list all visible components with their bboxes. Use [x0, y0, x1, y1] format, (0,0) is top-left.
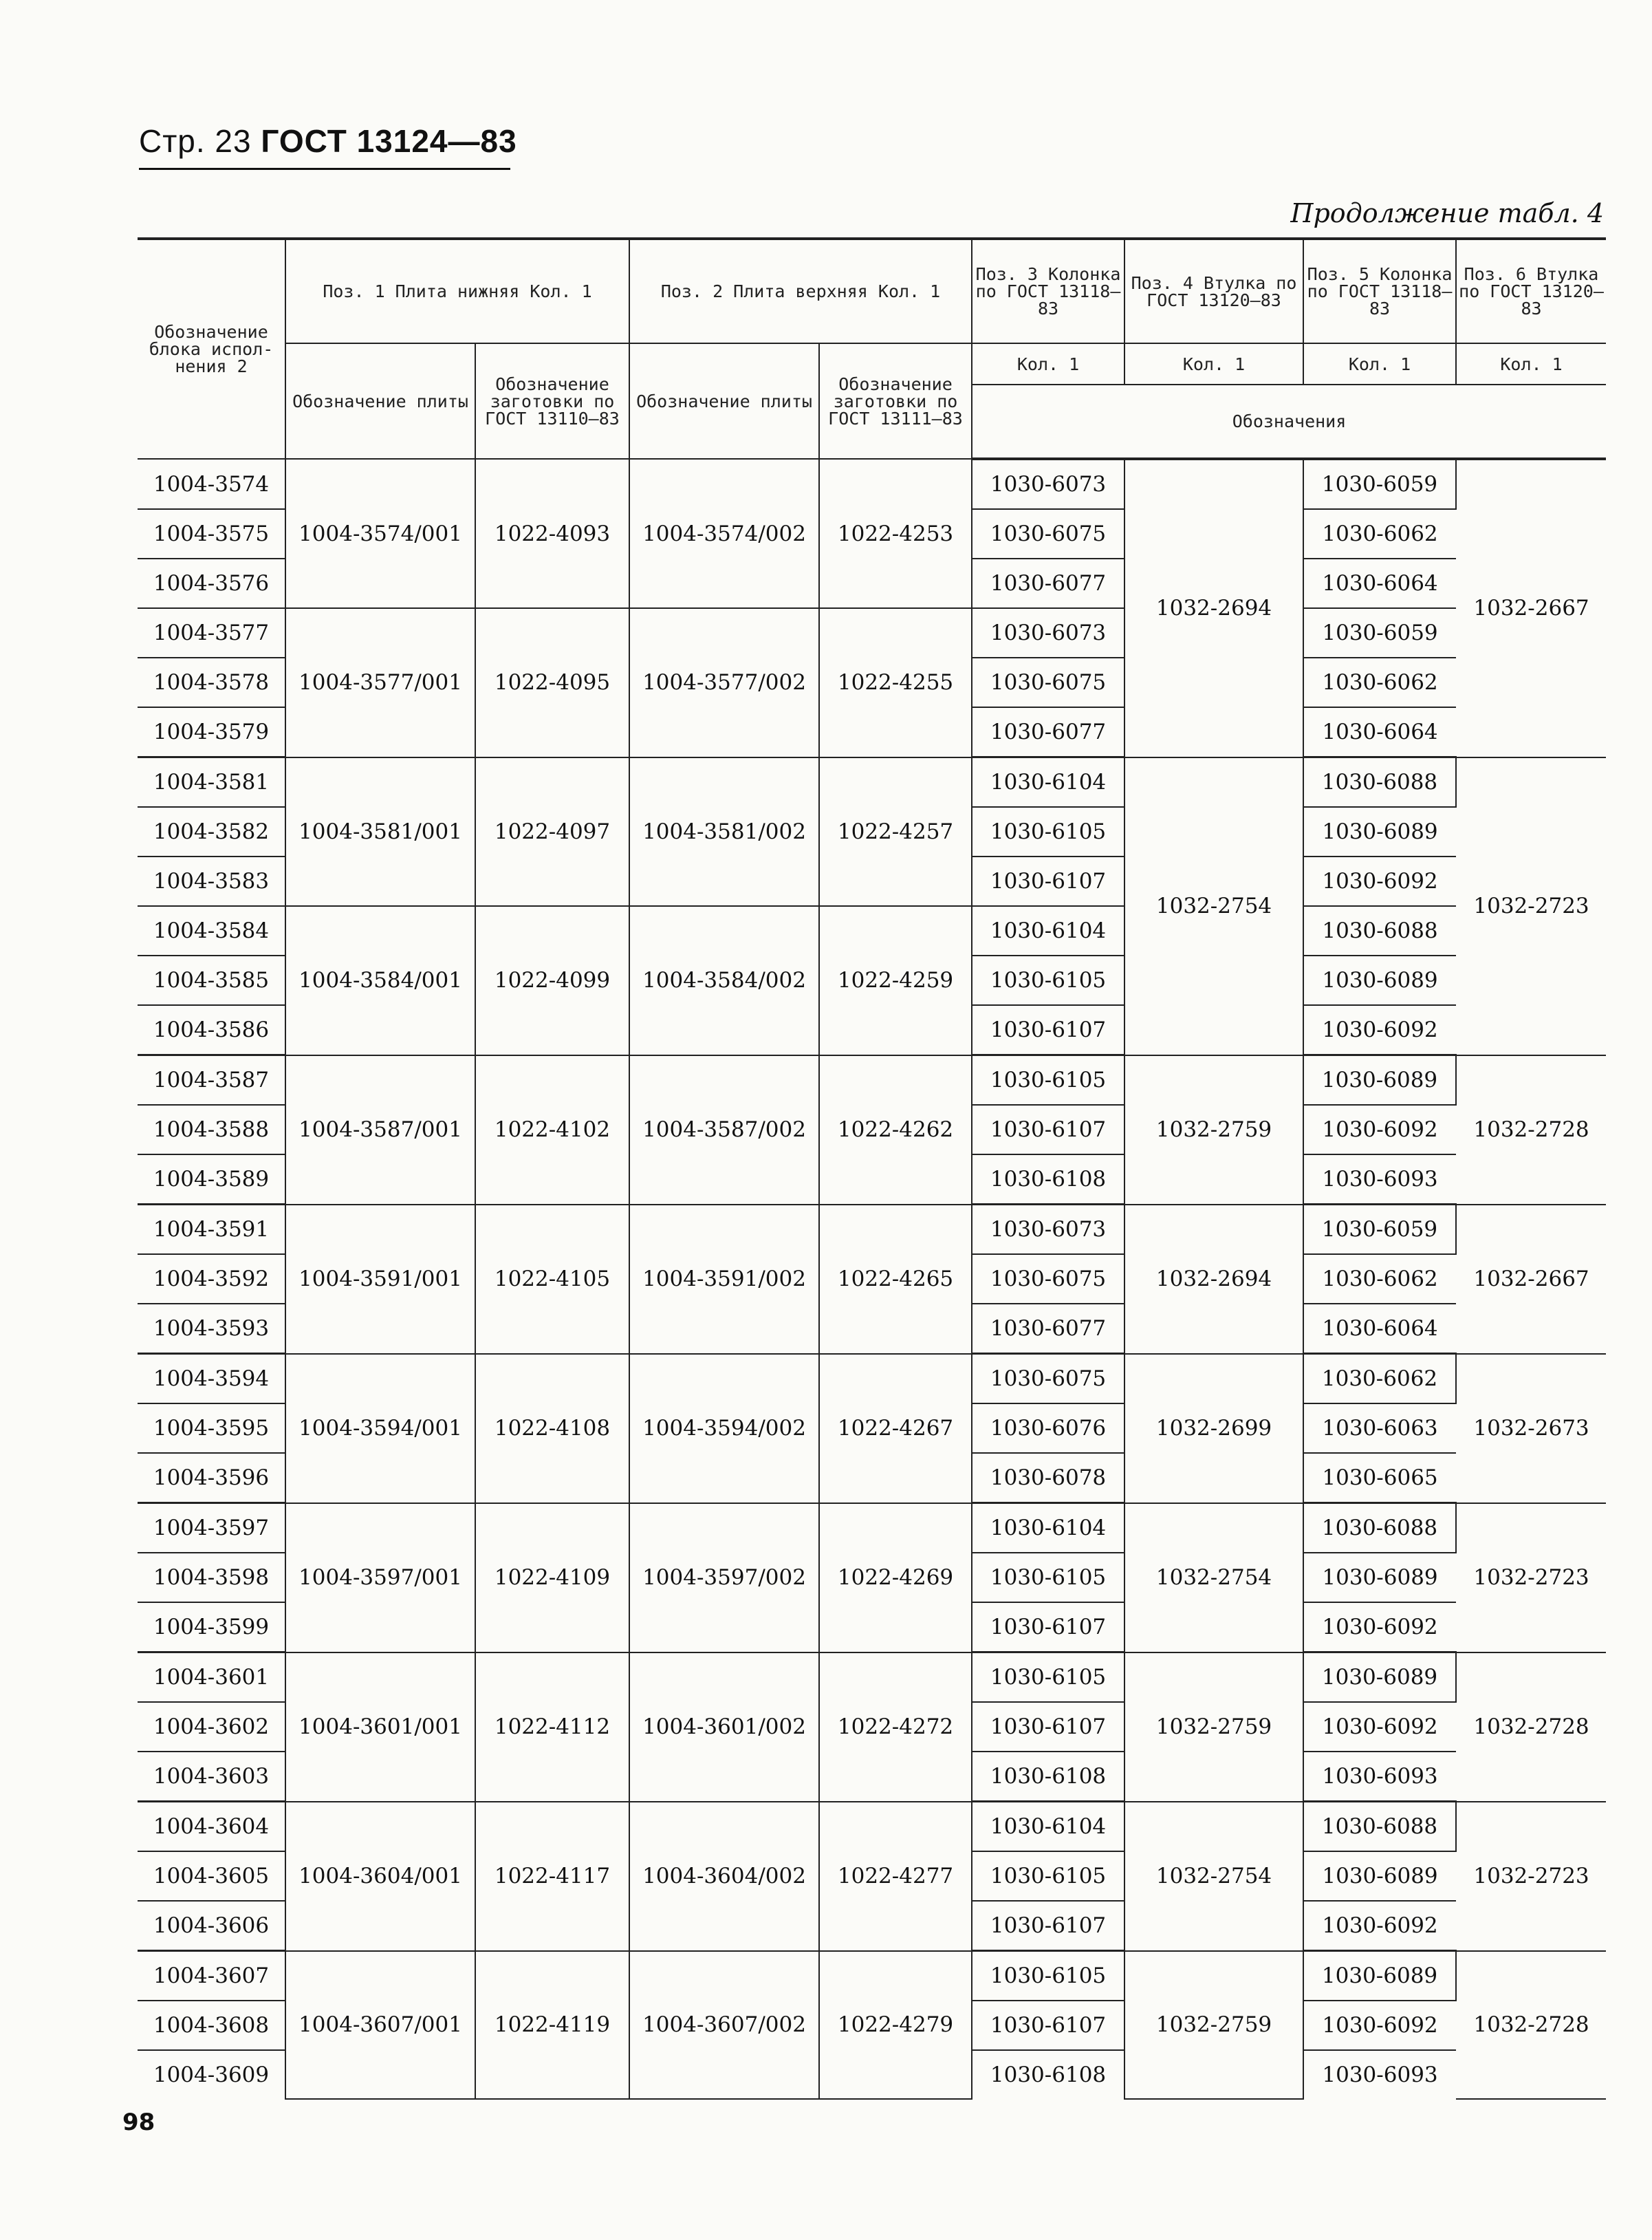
block-designation-cell: 1004-3586	[138, 1005, 285, 1055]
bushing-pos4-cell: 1032-2694	[1124, 1205, 1303, 1354]
table-row	[138, 459, 1606, 509]
bushing-pos4-cell: 1032-2759	[1124, 1951, 1303, 2100]
column-pos5-cell: 1030-6089	[1303, 956, 1456, 1005]
upper-blank-cell: 1022-4257	[819, 757, 972, 907]
table-row	[138, 1802, 1606, 1852]
column-pos5-cell: 1030-6089	[1303, 1055, 1456, 1106]
header-pos4: Поз. 4 Втулка по ГОСТ 13120—83	[1124, 239, 1303, 343]
lower-plate-cell: 1004-3577/001	[285, 608, 475, 757]
header-pos6: Поз. 6 Втулка по ГОСТ 13120—83	[1456, 239, 1606, 343]
block-designation-cell: 1004-3585	[138, 956, 285, 1005]
column-pos5-cell: 1030-6092	[1303, 1105, 1456, 1154]
upper-plate-cell: 1004-3574/002	[629, 459, 819, 608]
upper-blank-cell: 1022-4267	[819, 1354, 972, 1503]
column-pos5-cell: 1030-6092	[1303, 1005, 1456, 1055]
bushing-pos6-cell: 1032-2723	[1456, 757, 1606, 1055]
block-designation-cell: 1004-3599	[138, 1602, 285, 1652]
lower-blank-cell: 1022-4112	[475, 1652, 629, 1802]
lower-blank-cell: 1022-4119	[475, 1951, 629, 2100]
lower-plate-cell: 1004-3581/001	[285, 757, 475, 907]
header-pos5-qty: Кол. 1	[1303, 343, 1456, 385]
column-pos5-cell: 1030-6062	[1303, 1354, 1456, 1404]
table-row	[138, 1951, 1606, 2001]
column-pos3-cell: 1030-6075	[972, 509, 1124, 559]
bushing-pos4-cell: 1032-2694	[1124, 459, 1303, 757]
block-designation-cell: 1004-3574	[138, 459, 285, 509]
column-pos3-cell: 1030-6077	[972, 707, 1124, 757]
bushing-pos6-cell: 1032-2728	[1456, 1652, 1606, 1802]
upper-plate-cell: 1004-3594/002	[629, 1354, 819, 1503]
column-pos3-cell: 1030-6107	[972, 1105, 1124, 1154]
header-pos6-qty: Кол. 1	[1456, 343, 1606, 385]
column-pos3-cell: 1030-6104	[972, 1802, 1124, 1852]
block-designation-cell: 1004-3596	[138, 1453, 285, 1503]
column-pos5-cell: 1030-6088	[1303, 1503, 1456, 1553]
block-designation-cell: 1004-3604	[138, 1802, 285, 1852]
lower-plate-cell: 1004-3587/001	[285, 1055, 475, 1205]
column-pos3-cell: 1030-6104	[972, 906, 1124, 956]
column-pos5-cell: 1030-6062	[1303, 658, 1456, 707]
column-pos5-cell: 1030-6089	[1303, 1553, 1456, 1602]
bushing-pos6-cell: 1032-2728	[1456, 1951, 1606, 2100]
column-pos5-cell: 1030-6093	[1303, 1752, 1456, 1802]
column-pos3-cell: 1030-6107	[972, 2001, 1124, 2050]
table-row	[138, 1652, 1606, 1703]
column-pos5-cell: 1030-6064	[1303, 707, 1456, 757]
column-pos3-cell: 1030-6108	[972, 1154, 1124, 1205]
header-pos2-plate: Обозначение плиты	[629, 343, 819, 459]
block-designation-cell: 1004-3576	[138, 559, 285, 608]
block-designation-cell: 1004-3592	[138, 1254, 285, 1304]
column-pos5-cell: 1030-6092	[1303, 2001, 1456, 2050]
block-designation-cell: 1004-3582	[138, 807, 285, 857]
column-pos5-cell: 1030-6093	[1322, 2063, 1438, 2087]
bushing-pos4-cell: 1032-2754	[1124, 1503, 1303, 1652]
column-pos3-cell: 1030-6104	[972, 757, 1124, 808]
upper-plate-cell: 1004-3587/002	[629, 1055, 819, 1205]
lower-blank-cell: 1022-4108	[475, 1354, 629, 1503]
column-pos5-cell: 1030-6089	[1303, 1951, 1456, 2001]
bushing-pos4-cell: 1032-2754	[1124, 757, 1303, 1055]
page-header	[139, 122, 517, 160]
column-pos5-cell: 1030-6092	[1303, 857, 1456, 906]
column-pos3-cell: 1030-6075	[972, 1354, 1124, 1404]
lower-plate-cell: 1004-3601/001	[285, 1652, 475, 1802]
block-designation-cell: 1004-3606	[138, 1901, 285, 1951]
header-pos1: Поз. 1 Плита нижняя Кол. 1	[285, 239, 629, 343]
column-pos5-cell: 1030-6092	[1303, 1901, 1456, 1951]
bushing-pos6-cell: 1032-2723	[1456, 1503, 1606, 1652]
block-designation-cell: 1004-3591	[138, 1205, 285, 1255]
upper-plate-cell: 1004-3591/002	[629, 1205, 819, 1354]
column-pos3-cell: 1030-6073	[972, 608, 1124, 658]
block-designation-cell: 1004-3584	[138, 906, 285, 956]
block-designation-cell: 1004-3578	[138, 658, 285, 707]
header-rule	[139, 168, 510, 170]
table-row	[138, 757, 1606, 808]
column-pos3-cell: 1030-6105	[972, 1553, 1124, 1602]
block-designation-cell: 1004-3575	[138, 509, 285, 559]
block-designation-cell: 1004-3598	[138, 1553, 285, 1602]
block-designation-cell: 1004-3589	[138, 1154, 285, 1205]
table-row	[138, 906, 1606, 956]
upper-blank-cell: 1022-4265	[819, 1205, 972, 1354]
table-row	[138, 1354, 1606, 1404]
lower-blank-cell: 1022-4093	[475, 459, 629, 608]
upper-blank-cell: 1022-4255	[819, 608, 972, 757]
column-pos3-cell: 1030-6107	[972, 1702, 1124, 1752]
upper-plate-cell: 1004-3581/002	[629, 757, 819, 907]
column-pos5-cell: 1030-6088	[1303, 757, 1456, 808]
lower-blank-cell: 1022-4117	[475, 1802, 629, 1951]
upper-plate-cell: 1004-3607/002	[629, 1951, 819, 2100]
lower-blank-cell: 1022-4109	[475, 1503, 629, 1652]
column-pos5-cell: 1030-6062	[1303, 1254, 1456, 1304]
column-pos5-cell: 1030-6059	[1303, 459, 1456, 509]
column-pos3-cell: 1030-6108	[972, 1752, 1124, 1802]
block-designation-cell: 1004-3597	[138, 1503, 285, 1553]
column-pos3-cell: 1030-6078	[972, 1453, 1124, 1503]
header-pos1-blank: Обозначение заготовки по ГОСТ 13110—83	[475, 343, 629, 459]
column-pos5-cell: 1030-6088	[1303, 906, 1456, 956]
block-designation-cell: 1004-3579	[138, 707, 285, 757]
lower-plate-cell: 1004-3604/001	[285, 1802, 475, 1951]
column-pos5-cell: 1030-6092	[1303, 1702, 1456, 1752]
upper-blank-cell: 1022-4262	[819, 1055, 972, 1205]
column-pos5-cell: 1030-6088	[1303, 1802, 1456, 1852]
upper-blank-cell: 1022-4259	[819, 906, 972, 1055]
column-pos3-cell: 1030-6105	[972, 1951, 1124, 2001]
table-row	[138, 608, 1606, 658]
upper-plate-cell: 1004-3597/002	[629, 1503, 819, 1652]
column-pos5-cell: 1030-6089	[1303, 807, 1456, 857]
lower-plate-cell: 1004-3607/001	[285, 1951, 475, 2100]
block-designation-cell: 1004-3587	[138, 1055, 285, 1106]
table-body	[138, 459, 1606, 2099]
upper-plate-cell: 1004-3577/002	[629, 608, 819, 757]
bushing-pos6-cell: 1032-2667	[1456, 459, 1606, 757]
lower-blank-cell: 1022-4095	[475, 608, 629, 757]
column-pos3-cell: 1030-6075	[972, 658, 1124, 707]
column-pos3-cell: 1030-6073	[972, 459, 1124, 509]
block-designation-cell: 1004-3609	[138, 2050, 285, 2099]
table-continuation-label: Продолжение табл. 4	[1290, 198, 1604, 228]
block-designation-cell: 1004-3608	[138, 2001, 285, 2050]
block-designation-cell: 1004-3581	[138, 757, 285, 808]
lower-plate-cell: 1004-3594/001	[285, 1354, 475, 1503]
table-row	[138, 1503, 1606, 1553]
header-pos1-plate: Обозначение плиты	[285, 343, 475, 459]
header-pos2-blank: Обозначение заготовки по ГОСТ 13111—83	[819, 343, 972, 459]
lower-plate-cell: 1004-3597/001	[285, 1503, 475, 1652]
column-pos5-cell: 1030-6093	[1303, 1154, 1456, 1205]
column-pos3-cell: 1030-6107	[972, 1901, 1124, 1951]
column-pos3-cell: 1030-6077	[972, 1304, 1124, 1354]
column-pos5-cell: 1030-6062	[1303, 509, 1456, 559]
block-designation-cell: 1004-3593	[138, 1304, 285, 1354]
bushing-pos4-cell: 1032-2759	[1124, 1652, 1303, 1802]
bushing-pos4-cell: 1032-2699	[1124, 1354, 1303, 1503]
lower-blank-cell: 1022-4099	[475, 906, 629, 1055]
header-pos3: Поз. 3 Колонка по ГОСТ 13118—83	[972, 239, 1124, 343]
column-pos3-cell: 1030-6108	[972, 2050, 1124, 2099]
header-pos3-qty: Кол. 1	[972, 343, 1124, 385]
upper-blank-cell: 1022-4269	[819, 1503, 972, 1652]
upper-plate-cell: 1004-3601/002	[629, 1652, 819, 1802]
column-pos5-cell: 1030-6059	[1303, 1205, 1456, 1255]
column-pos3-cell: 1030-6105	[972, 956, 1124, 1005]
block-designation-table	[138, 237, 1606, 2100]
upper-blank-cell: 1022-4279	[819, 1951, 972, 2100]
column-pos5-cell: 1030-6092	[1303, 1602, 1456, 1652]
column-pos5-cell: 1030-6063	[1303, 1403, 1456, 1453]
column-pos3-cell: 1030-6107	[972, 1602, 1124, 1652]
upper-blank-cell: 1022-4253	[819, 459, 972, 608]
column-pos5-cell: 1030-6065	[1303, 1453, 1456, 1503]
bushing-pos6-cell: 1032-2667	[1456, 1205, 1606, 1354]
lower-plate-cell: 1004-3574/001	[285, 459, 475, 608]
block-designation-cell: 1004-3588	[138, 1105, 285, 1154]
upper-plate-cell: 1004-3604/002	[629, 1802, 819, 1951]
table-row	[138, 1205, 1606, 1255]
bushing-pos4-cell: 1032-2754	[1124, 1802, 1303, 1951]
table-row	[138, 1055, 1606, 1106]
bushing-pos6-cell: 1032-2723	[1456, 1802, 1606, 1951]
page-ref: Стр. 23	[139, 123, 252, 159]
page-number: 98	[122, 2109, 155, 2136]
column-pos3-cell: 1030-6105	[972, 1851, 1124, 1901]
lower-blank-cell: 1022-4097	[475, 757, 629, 907]
lower-blank-cell: 1022-4105	[475, 1205, 629, 1354]
column-pos3-cell: 1030-6075	[972, 1254, 1124, 1304]
block-designation-cell: 1004-3603	[138, 1752, 285, 1802]
block-designation-cell: 1004-3577	[138, 608, 285, 658]
column-pos3-cell: 1030-6104	[972, 1503, 1124, 1553]
upper-plate-cell: 1004-3584/002	[629, 906, 819, 1055]
upper-blank-cell: 1022-4272	[819, 1652, 972, 1802]
block-designation-cell: 1004-3602	[138, 1702, 285, 1752]
column-pos5-cell: 1030-6064	[1303, 559, 1456, 608]
bushing-pos6-cell: 1032-2728	[1456, 1055, 1606, 1205]
column-pos5-cell: 1030-6059	[1303, 608, 1456, 658]
block-designation-cell: 1004-3605	[138, 1851, 285, 1901]
standard-title: ГОСТ 13124—83	[261, 123, 517, 159]
column-pos3-cell: 1030-6105	[972, 1055, 1124, 1106]
header-pos5: Поз. 5 Колонка по ГОСТ 13118—83	[1303, 239, 1456, 343]
block-designation-cell: 1004-3601	[138, 1652, 285, 1703]
column-pos3-cell: 1030-6077	[972, 559, 1124, 608]
column-pos5-cell: 1030-6089	[1303, 1652, 1456, 1703]
column-pos3-cell: 1030-6105	[972, 1652, 1124, 1703]
lower-blank-cell: 1022-4102	[475, 1055, 629, 1205]
column-pos3-cell: 1030-6105	[972, 807, 1124, 857]
block-designation-cell: 1004-3583	[138, 857, 285, 906]
block-designation-cell: 1004-3595	[138, 1403, 285, 1453]
bushing-pos6-cell: 1032-2673	[1456, 1354, 1606, 1503]
block-designation-cell: 1004-3607	[138, 1951, 285, 2001]
header-block-designation: Обозначение блока испол- нения 2	[138, 239, 285, 459]
header-designations: Обозначения	[972, 385, 1606, 459]
column-pos3-cell: 1030-6107	[972, 1005, 1124, 1055]
bushing-pos4-cell: 1032-2759	[1124, 1055, 1303, 1205]
upper-blank-cell: 1022-4277	[819, 1802, 972, 1951]
column-pos5-cell: 1030-6064	[1303, 1304, 1456, 1354]
block-designation-cell: 1004-3594	[138, 1354, 285, 1404]
header-pos2: Поз. 2 Плита верхняя Кол. 1	[629, 239, 972, 343]
header-pos4-qty: Кол. 1	[1124, 343, 1303, 385]
column-pos3-cell: 1030-6107	[972, 857, 1124, 906]
lower-plate-cell: 1004-3584/001	[285, 906, 475, 1055]
column-pos5-cell: 1030-6089	[1303, 1851, 1456, 1901]
column-pos3-cell: 1030-6073	[972, 1205, 1124, 1255]
lower-plate-cell: 1004-3591/001	[285, 1205, 475, 1354]
column-pos3-cell: 1030-6076	[972, 1403, 1124, 1453]
